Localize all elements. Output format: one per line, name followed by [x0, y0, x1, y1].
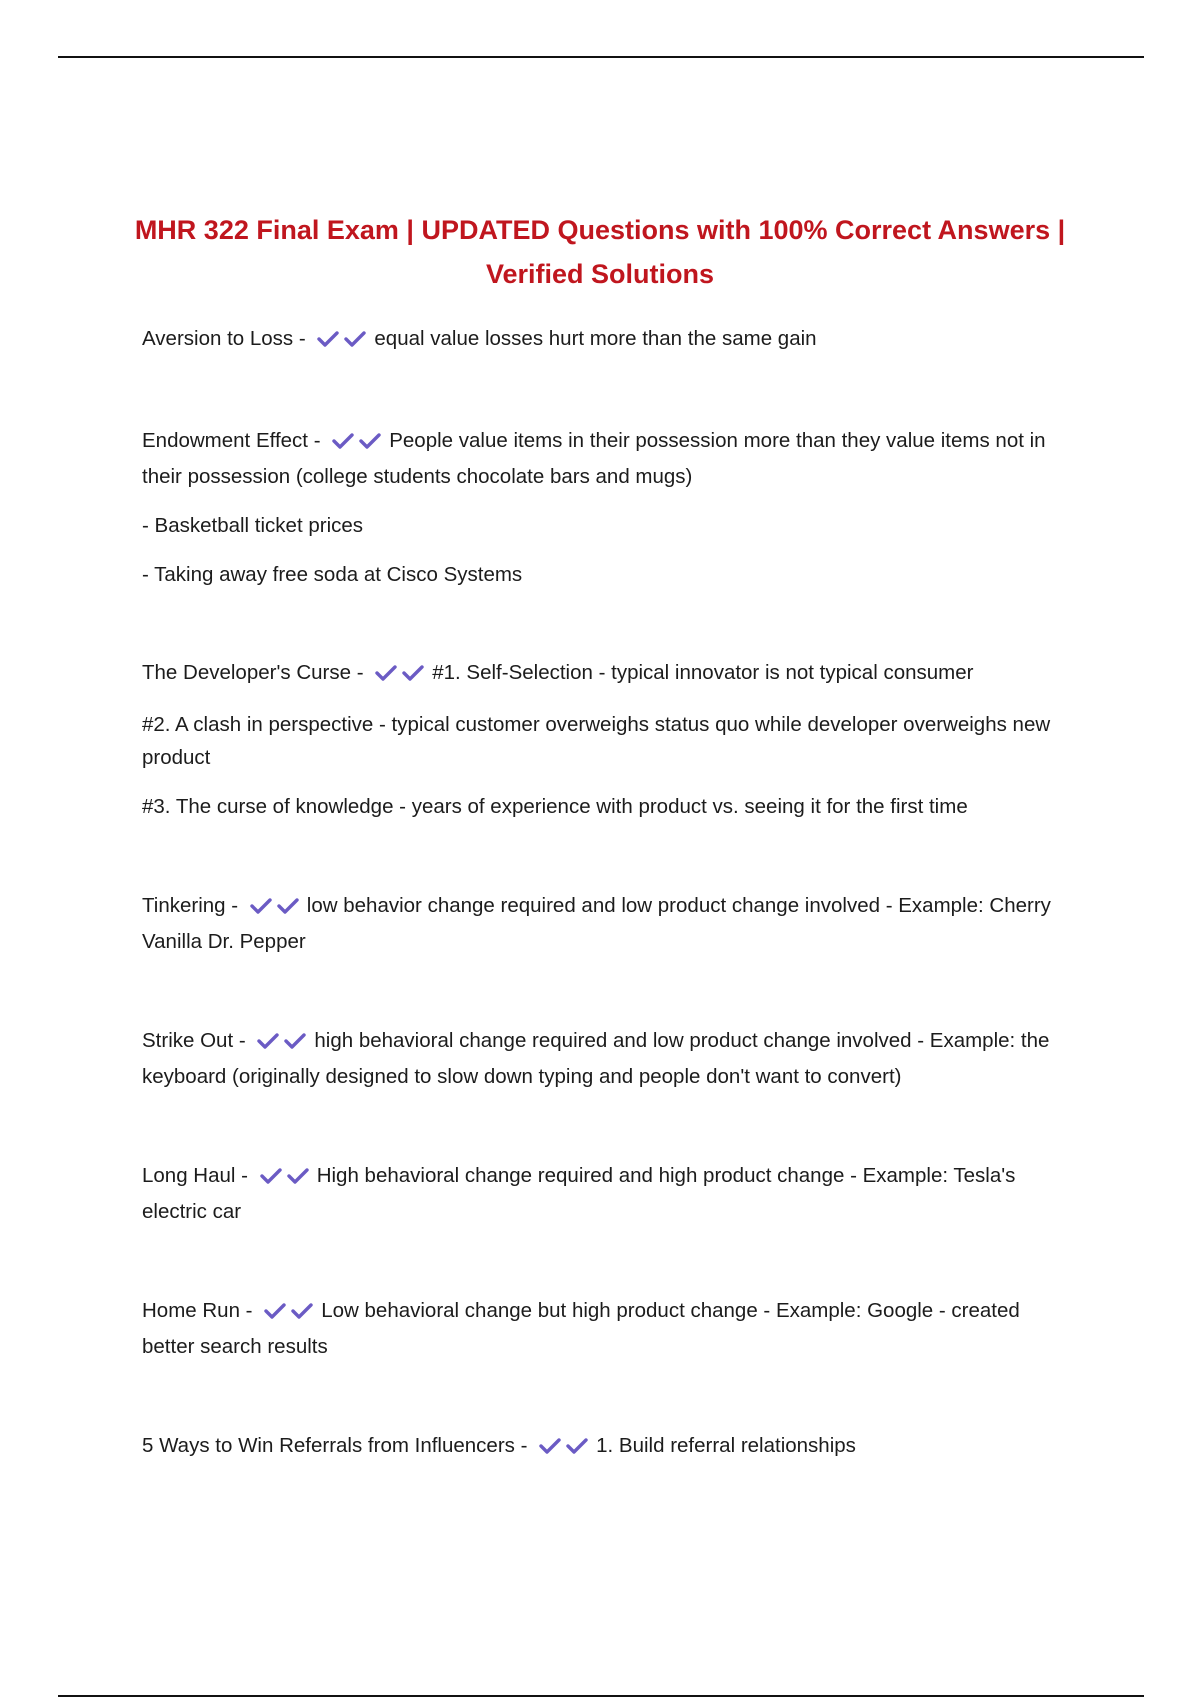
- qa-entry-aversion-to-loss: [142, 322, 1072, 358]
- qa-line: [142, 424, 1072, 493]
- qa-entry-endowment-effect: [142, 424, 1072, 591]
- document-title: MHR 322 Final Exam | UPDATED Questions with 100% Correct Answers | Verified Solutions: [134, 215, 1066, 289]
- qa-entry-strike-out: [142, 1024, 1072, 1093]
- qa-extra-line: - Taking away free soda at Cisco Systems: [142, 563, 523, 586]
- qa-line: [142, 1294, 1072, 1363]
- qa-term: Tinkering -: [142, 894, 244, 917]
- qa-entry-long-haul: [142, 1159, 1072, 1228]
- qa-answer: Low behavioral change but high product change - Example: Google - created better search results: [142, 1299, 1020, 1358]
- double-check-icon: [260, 1162, 314, 1195]
- qa-term: Long Haul -: [142, 1164, 254, 1187]
- double-check-icon: [375, 659, 429, 692]
- qa-answer: low behavior change required and low product change involved - Example: Cherry Vanilla Dr. Pepper: [142, 894, 1051, 953]
- qa-term: Endowment Effect -: [142, 429, 327, 452]
- qa-extra-line: #2. A clash in perspective - typical customer overweighs status quo while developer overweighs new product: [142, 713, 1051, 769]
- double-check-icon: [539, 1432, 593, 1465]
- bottom-rule: [58, 1695, 1144, 1697]
- qa-entry-referrals: [142, 1429, 1072, 1465]
- qa-term: Aversion to Loss -: [142, 327, 312, 350]
- qa-term: The Developer's Curse -: [142, 661, 370, 684]
- qa-line: [142, 889, 1072, 958]
- qa-term: 5 Ways to Win Referrals from Influencers -: [142, 1434, 534, 1457]
- qa-extra-line: #3. The curse of knowledge - years of experience with product vs. seeing it for the first time: [142, 795, 968, 818]
- qa-term: Strike Out -: [142, 1029, 252, 1052]
- qa-answer: 1. Build referral relationships: [596, 1434, 856, 1457]
- qa-line: [142, 1024, 1072, 1093]
- qa-answer: #1. Self-Selection - typical innovator is not typical consumer: [432, 661, 974, 684]
- qa-answer: high behavioral change required and low product change involved - Example: the keyboard (originally designed to slow down typing and people don't want to convert): [142, 1029, 1050, 1088]
- top-rule: [58, 56, 1144, 58]
- double-check-icon: [250, 892, 304, 925]
- qa-line: [142, 1159, 1072, 1228]
- double-check-icon: [317, 325, 371, 358]
- qa-answer: equal value losses hurt more than the same gain: [374, 327, 817, 350]
- qa-answer: High behavioral change required and high product change - Example: Tesla's electric car: [142, 1164, 1016, 1223]
- qa-answer: People value items in their possession more than they value items not in their possession (college students chocolate bars and mugs): [142, 429, 1046, 488]
- double-check-icon: [264, 1297, 318, 1330]
- qa-line: [142, 656, 1072, 692]
- qa-line: [142, 1429, 1072, 1465]
- qa-extra-line: - Basketball ticket prices: [142, 514, 364, 537]
- qa-entry-home-run: [142, 1294, 1072, 1363]
- double-check-icon: [332, 427, 386, 460]
- qa-entry-developers-curse: [142, 656, 1072, 823]
- qa-term: Home Run -: [142, 1299, 259, 1322]
- qa-line: [142, 322, 1072, 358]
- double-check-icon: [257, 1027, 311, 1060]
- qa-entry-tinkering: [142, 889, 1072, 958]
